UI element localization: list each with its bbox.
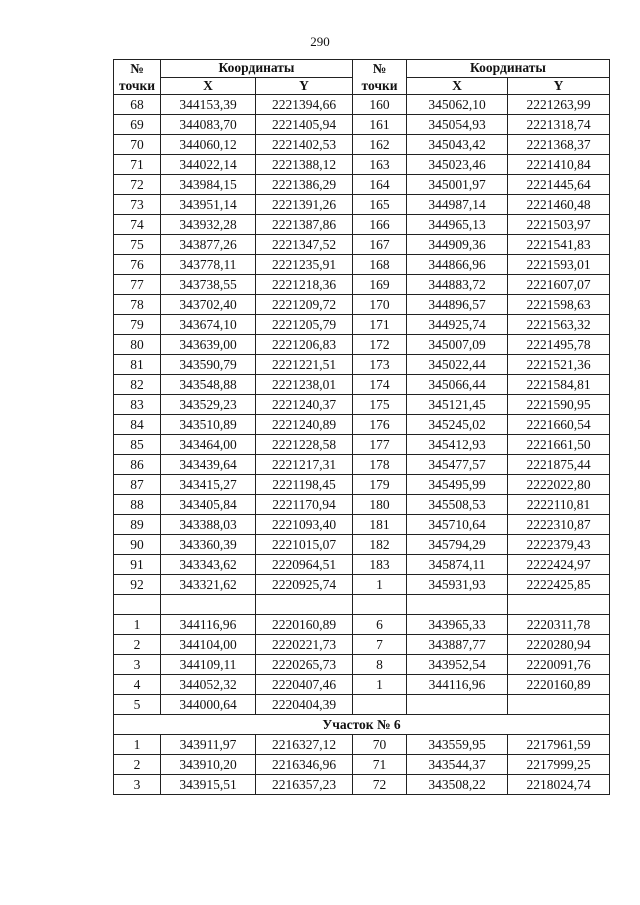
y-coordinate-cell: 2220160,89 <box>508 675 610 695</box>
y-coordinate-cell: 2221402,53 <box>256 135 353 155</box>
y-coordinate-cell: 2222424,97 <box>508 555 610 575</box>
point-number-cell: 168 <box>353 255 407 275</box>
x-coordinate-cell: 345054,93 <box>407 115 508 135</box>
table-row <box>114 175 610 195</box>
table-row <box>114 95 610 115</box>
point-number-symbol: № <box>130 61 144 76</box>
table-row <box>114 615 610 635</box>
y-coordinate-cell: 2220280,94 <box>508 635 610 655</box>
point-number-cell: 70 <box>353 735 407 755</box>
y-coordinate-cell: 2222425,85 <box>508 575 610 595</box>
point-number-cell: 173 <box>353 355 407 375</box>
point-number-cell: 71 <box>114 155 161 175</box>
y-coordinate-cell: 2221410,84 <box>508 155 610 175</box>
table-header <box>114 60 610 95</box>
x-coordinate-cell: 343439,64 <box>161 455 256 475</box>
point-number-cell: 2 <box>114 755 161 775</box>
point-number-cell: 68 <box>114 95 161 115</box>
x-coordinate-cell: 345066,44 <box>407 375 508 395</box>
x-header: X <box>161 77 256 95</box>
point-number-cell: 171 <box>353 315 407 335</box>
x-coordinate-cell: 343321,62 <box>161 575 256 595</box>
x-coordinate-cell: 343559,95 <box>407 735 508 755</box>
table-row <box>114 755 610 775</box>
point-number-label: точки <box>118 78 156 93</box>
x-coordinate-cell: 344116,96 <box>407 675 508 695</box>
point-number-cell: 1 <box>353 575 407 595</box>
y-coordinate-cell: 2220091,76 <box>508 655 610 675</box>
x-coordinate-cell: 345023,46 <box>407 155 508 175</box>
y-coordinate-cell: 2221593,01 <box>508 255 610 275</box>
x-coordinate-cell: 345043,42 <box>407 135 508 155</box>
y-coordinate-cell: 2221238,01 <box>256 375 353 395</box>
point-number-cell: 83 <box>114 395 161 415</box>
x-coordinate-cell: 345412,93 <box>407 435 508 455</box>
y-coordinate-cell: 2221368,37 <box>508 135 610 155</box>
y-coordinate-cell: 2216346,96 <box>256 755 353 775</box>
x-coordinate-cell: 343911,97 <box>161 735 256 755</box>
y-coordinate-cell: 2221093,40 <box>256 515 353 535</box>
y-coordinate-cell: 2221405,94 <box>256 115 353 135</box>
point-number-cell: 79 <box>114 315 161 335</box>
x-coordinate-cell: 344000,64 <box>161 695 256 715</box>
table-row <box>114 355 610 375</box>
point-number-header <box>114 60 161 95</box>
x-coordinate-cell: 344104,00 <box>161 635 256 655</box>
x-coordinate-cell: 343965,33 <box>407 615 508 635</box>
x-coordinate-cell: 345508,53 <box>407 495 508 515</box>
table-row <box>114 395 610 415</box>
point-number-cell: 81 <box>114 355 161 375</box>
x-coordinate-cell: 343702,40 <box>161 295 256 315</box>
table-row <box>114 455 610 475</box>
point-number-cell: 89 <box>114 515 161 535</box>
x-coordinate-cell: 344925,74 <box>407 315 508 335</box>
table-row <box>114 195 610 215</box>
point-number-cell: 6 <box>353 615 407 635</box>
point-number-cell: 174 <box>353 375 407 395</box>
table-body-block1 <box>114 95 610 595</box>
x-coordinate-cell: 343388,03 <box>161 515 256 535</box>
point-number-cell: 80 <box>114 335 161 355</box>
x-coordinate-cell: 345007,09 <box>407 335 508 355</box>
y-coordinate-cell: 2221205,79 <box>256 315 353 335</box>
y-header: Y <box>256 77 353 95</box>
point-number-cell: 88 <box>114 495 161 515</box>
point-number-cell: 4 <box>114 675 161 695</box>
x-coordinate-cell: 345121,45 <box>407 395 508 415</box>
x-coordinate-cell: 343415,27 <box>161 475 256 495</box>
blank-row <box>114 595 610 615</box>
y-coordinate-cell: 2221347,52 <box>256 235 353 255</box>
x-coordinate-cell: 343544,37 <box>407 755 508 775</box>
point-number-cell: 73 <box>114 195 161 215</box>
table-row <box>114 235 610 255</box>
x-coordinate-cell: 345931,93 <box>407 575 508 595</box>
x-header: X <box>407 77 508 95</box>
point-number-cell: 1 <box>114 615 161 635</box>
table-row <box>114 495 610 515</box>
y-coordinate-cell: 2221607,07 <box>508 275 610 295</box>
x-coordinate-cell: 343952,54 <box>407 655 508 675</box>
table-row <box>114 155 610 175</box>
x-coordinate-cell: 343877,26 <box>161 235 256 255</box>
x-coordinate-cell: 344052,32 <box>161 675 256 695</box>
point-number-cell: 162 <box>353 135 407 155</box>
point-number-cell: 78 <box>114 295 161 315</box>
y-coordinate-cell: 2222310,87 <box>508 515 610 535</box>
x-coordinate-cell: 343464,00 <box>161 435 256 455</box>
point-number-cell: 74 <box>114 215 161 235</box>
point-number-cell: 69 <box>114 115 161 135</box>
y-coordinate-cell: 2222110,81 <box>508 495 610 515</box>
point-number-cell: 3 <box>114 775 161 795</box>
table-row <box>114 655 610 675</box>
x-coordinate-cell: 343405,84 <box>161 495 256 515</box>
y-coordinate-cell: 2222022,80 <box>508 475 610 495</box>
table-row <box>114 735 610 755</box>
x-coordinate-cell: 343510,89 <box>161 415 256 435</box>
x-coordinate-cell: 343639,00 <box>161 335 256 355</box>
x-coordinate-cell: 343932,28 <box>161 215 256 235</box>
point-number-cell: 178 <box>353 455 407 475</box>
point-number-cell: 75 <box>114 235 161 255</box>
y-coordinate-cell: 2221590,95 <box>508 395 610 415</box>
x-coordinate-cell: 343343,62 <box>161 555 256 575</box>
y-coordinate-cell: 2221445,64 <box>508 175 610 195</box>
point-number-cell: 183 <box>353 555 407 575</box>
point-number-cell: 70 <box>114 135 161 155</box>
y-coordinate-cell: 2220925,74 <box>256 575 353 595</box>
x-coordinate-cell: 343910,20 <box>161 755 256 775</box>
y-coordinate-cell: 2221386,29 <box>256 175 353 195</box>
x-coordinate-cell: 344896,57 <box>407 295 508 315</box>
y-coordinate-cell: 2221318,74 <box>508 115 610 135</box>
x-coordinate-cell: 344883,72 <box>407 275 508 295</box>
point-number-cell: 163 <box>353 155 407 175</box>
point-number-cell: 72 <box>353 775 407 795</box>
point-number-cell: 179 <box>353 475 407 495</box>
y-coordinate-cell <box>508 695 610 715</box>
y-coordinate-cell: 2221584,81 <box>508 375 610 395</box>
y-header: Y <box>508 77 610 95</box>
x-coordinate-cell: 343915,51 <box>161 775 256 795</box>
point-number-header-right <box>353 60 407 95</box>
y-coordinate-cell: 2221541,83 <box>508 235 610 255</box>
x-coordinate-cell: 345022,44 <box>407 355 508 375</box>
y-coordinate-cell: 2220404,39 <box>256 695 353 715</box>
table-row <box>114 315 610 335</box>
y-coordinate-cell: 2221394,66 <box>256 95 353 115</box>
y-coordinate-cell: 2221240,37 <box>256 395 353 415</box>
x-coordinate-cell: 344109,11 <box>161 655 256 675</box>
x-coordinate-cell: 344022,14 <box>161 155 256 175</box>
point-number-cell: 164 <box>353 175 407 195</box>
coordinates-table <box>113 59 610 795</box>
point-number-cell: 82 <box>114 375 161 395</box>
y-coordinate-cell: 2221263,99 <box>508 95 610 115</box>
point-number-cell: 86 <box>114 455 161 475</box>
table-row <box>114 535 610 555</box>
y-coordinate-cell: 2220311,78 <box>508 615 610 635</box>
y-coordinate-cell: 2221221,51 <box>256 355 353 375</box>
y-coordinate-cell: 2221387,86 <box>256 215 353 235</box>
blank-separator <box>114 595 610 615</box>
x-coordinate-cell: 345874,11 <box>407 555 508 575</box>
point-number-cell: 87 <box>114 475 161 495</box>
y-coordinate-cell: 2221503,97 <box>508 215 610 235</box>
table-row <box>114 555 610 575</box>
x-coordinate-cell: 344909,36 <box>407 235 508 255</box>
x-coordinate-cell: 345495,99 <box>407 475 508 495</box>
table-row <box>114 375 610 395</box>
point-number-symbol: № <box>372 61 387 76</box>
table-body-block3 <box>114 735 610 795</box>
x-coordinate-cell: 343360,39 <box>161 535 256 555</box>
y-coordinate-cell: 2221240,89 <box>256 415 353 435</box>
y-coordinate-cell: 2221598,63 <box>508 295 610 315</box>
point-number-cell: 8 <box>353 655 407 675</box>
point-number-cell: 175 <box>353 395 407 415</box>
point-number-cell: 177 <box>353 435 407 455</box>
point-number-cell: 1 <box>353 675 407 695</box>
table-row <box>114 215 610 235</box>
table-row <box>114 695 610 715</box>
x-coordinate-cell: 343738,55 <box>161 275 256 295</box>
coordinates-header-right: Координаты <box>407 60 610 78</box>
y-coordinate-cell: 2221235,91 <box>256 255 353 275</box>
table-row <box>114 435 610 455</box>
x-coordinate-cell: 345477,57 <box>407 455 508 475</box>
y-coordinate-cell: 2217961,59 <box>508 735 610 755</box>
x-coordinate-cell: 344987,14 <box>407 195 508 215</box>
point-number-cell: 181 <box>353 515 407 535</box>
point-number-cell: 172 <box>353 335 407 355</box>
x-coordinate-cell: 344965,13 <box>407 215 508 235</box>
y-coordinate-cell: 2221660,54 <box>508 415 610 435</box>
point-number-label: точки <box>361 78 398 93</box>
x-coordinate-cell: 343548,88 <box>161 375 256 395</box>
point-number-cell: 84 <box>114 415 161 435</box>
point-number-cell: 91 <box>114 555 161 575</box>
y-coordinate-cell: 2217999,25 <box>508 755 610 775</box>
y-coordinate-cell: 2221521,36 <box>508 355 610 375</box>
x-coordinate-cell: 343984,15 <box>161 175 256 195</box>
point-number-cell: 7 <box>353 635 407 655</box>
y-coordinate-cell: 2222379,43 <box>508 535 610 555</box>
y-coordinate-cell: 2220160,89 <box>256 615 353 635</box>
page-number: 290 <box>310 34 330 49</box>
y-coordinate-cell: 2220221,73 <box>256 635 353 655</box>
point-number-cell: 176 <box>353 415 407 435</box>
x-coordinate-cell <box>407 695 508 715</box>
y-coordinate-cell: 2220964,51 <box>256 555 353 575</box>
table-row <box>114 115 610 135</box>
y-coordinate-cell: 2221228,58 <box>256 435 353 455</box>
table-row <box>114 515 610 535</box>
y-coordinate-cell: 2221460,48 <box>508 195 610 215</box>
table-row <box>114 575 610 595</box>
x-coordinate-cell: 344116,96 <box>161 615 256 635</box>
table-body-block2 <box>114 615 610 715</box>
point-number-cell: 165 <box>353 195 407 215</box>
point-number-cell: 160 <box>353 95 407 115</box>
x-coordinate-cell: 345062,10 <box>407 95 508 115</box>
x-coordinate-cell: 343529,23 <box>161 395 256 415</box>
point-number-cell: 2 <box>114 635 161 655</box>
y-coordinate-cell: 2221661,50 <box>508 435 610 455</box>
x-coordinate-cell: 344083,70 <box>161 115 256 135</box>
x-coordinate-cell: 343590,79 <box>161 355 256 375</box>
point-number-cell: 90 <box>114 535 161 555</box>
point-number-cell: 161 <box>353 115 407 135</box>
y-coordinate-cell: 2221206,83 <box>256 335 353 355</box>
y-coordinate-cell: 2221875,44 <box>508 455 610 475</box>
point-number-cell: 5 <box>114 695 161 715</box>
x-coordinate-cell: 343778,11 <box>161 255 256 275</box>
y-coordinate-cell: 2221217,31 <box>256 455 353 475</box>
x-coordinate-cell: 345794,29 <box>407 535 508 555</box>
x-coordinate-cell: 343887,77 <box>407 635 508 655</box>
table-row <box>114 635 610 655</box>
point-number-cell: 77 <box>114 275 161 295</box>
point-number-cell: 180 <box>353 495 407 515</box>
y-coordinate-cell: 2220407,46 <box>256 675 353 695</box>
x-coordinate-cell: 344866,96 <box>407 255 508 275</box>
section-header <box>114 715 610 735</box>
section-title: Участок № 6 <box>114 715 610 735</box>
y-coordinate-cell: 2221563,32 <box>508 315 610 335</box>
y-coordinate-cell: 2221388,12 <box>256 155 353 175</box>
x-coordinate-cell: 345001,97 <box>407 175 508 195</box>
table-row <box>114 255 610 275</box>
point-number-cell: 3 <box>114 655 161 675</box>
x-coordinate-cell: 345245,02 <box>407 415 508 435</box>
point-number-cell: 76 <box>114 255 161 275</box>
point-number-cell: 170 <box>353 295 407 315</box>
y-coordinate-cell: 2221209,72 <box>256 295 353 315</box>
table-row <box>114 335 610 355</box>
x-coordinate-cell: 344153,39 <box>161 95 256 115</box>
table-row <box>114 675 610 695</box>
point-number-cell: 182 <box>353 535 407 555</box>
x-coordinate-cell: 343951,14 <box>161 195 256 215</box>
table-row <box>114 275 610 295</box>
table-row <box>114 135 610 155</box>
y-coordinate-cell: 2218024,74 <box>508 775 610 795</box>
point-number-cell: 92 <box>114 575 161 595</box>
x-coordinate-cell: 343674,10 <box>161 315 256 335</box>
x-coordinate-cell: 345710,64 <box>407 515 508 535</box>
y-coordinate-cell: 2221495,78 <box>508 335 610 355</box>
point-number-cell: 169 <box>353 275 407 295</box>
point-number-cell: 71 <box>353 755 407 775</box>
table-row <box>114 415 610 435</box>
point-number-cell: 85 <box>114 435 161 455</box>
point-number-cell <box>353 695 407 715</box>
y-coordinate-cell: 2220265,73 <box>256 655 353 675</box>
y-coordinate-cell: 2221391,26 <box>256 195 353 215</box>
point-number-cell: 167 <box>353 235 407 255</box>
y-coordinate-cell: 2216327,12 <box>256 735 353 755</box>
point-number-cell: 166 <box>353 215 407 235</box>
y-coordinate-cell: 2221218,36 <box>256 275 353 295</box>
y-coordinate-cell: 2221170,94 <box>256 495 353 515</box>
table-row <box>114 775 610 795</box>
x-coordinate-cell: 343508,22 <box>407 775 508 795</box>
table-row <box>114 475 610 495</box>
point-number-cell: 72 <box>114 175 161 195</box>
table-row <box>114 295 610 315</box>
y-coordinate-cell: 2216357,23 <box>256 775 353 795</box>
y-coordinate-cell: 2221015,07 <box>256 535 353 555</box>
coordinates-header-left: Координаты <box>161 60 353 78</box>
y-coordinate-cell: 2221198,45 <box>256 475 353 495</box>
point-number-cell: 1 <box>114 735 161 755</box>
x-coordinate-cell: 344060,12 <box>161 135 256 155</box>
